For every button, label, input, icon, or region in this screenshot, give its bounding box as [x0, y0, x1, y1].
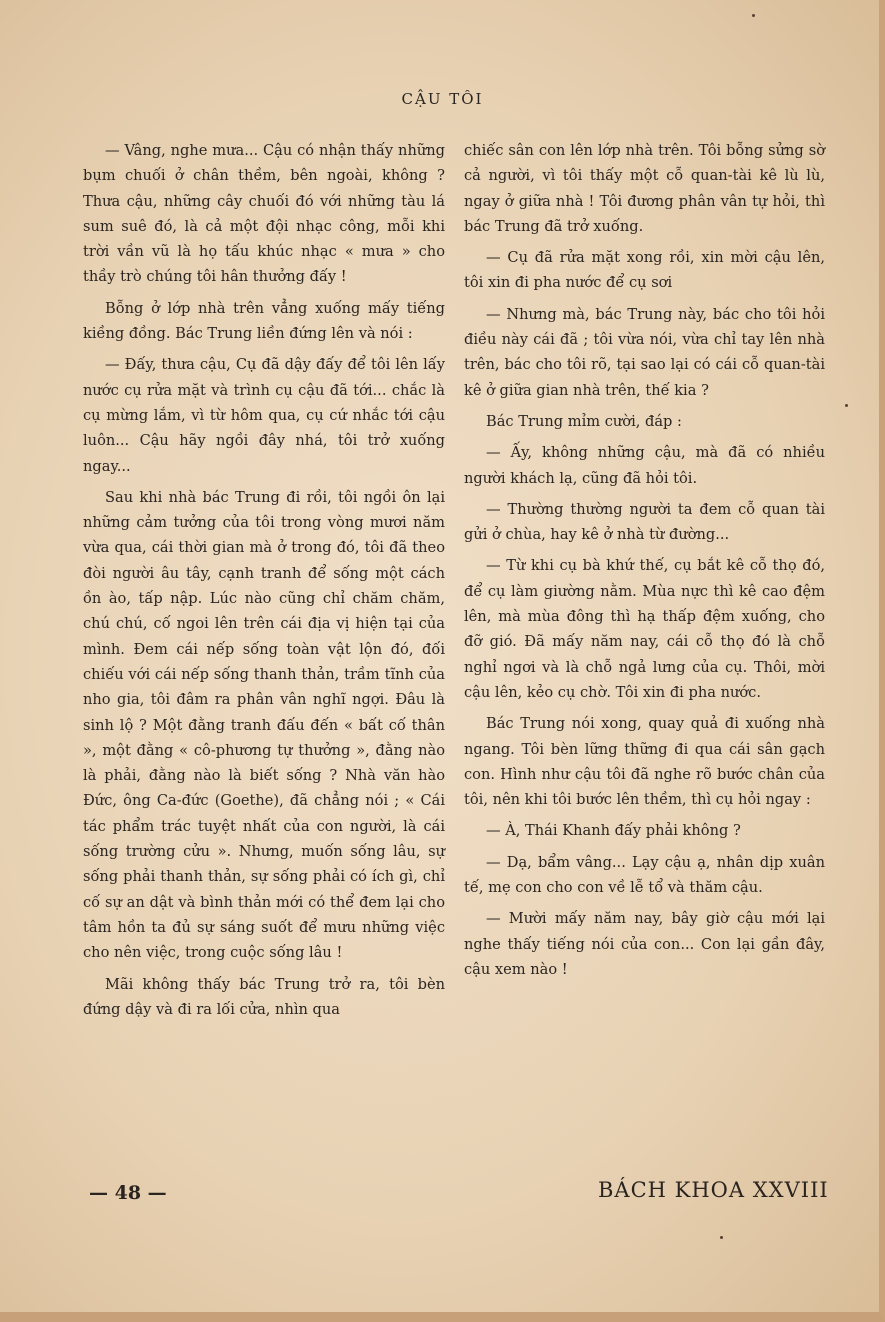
paragraph: Bác Trung mỉm cười, đáp :: [486, 412, 682, 430]
paper-speck: [720, 1236, 723, 1239]
paragraph: chiếc sân con lên lớp nhà trên. Tôi bỗng sửng sờ cả người, vì tôi thấy một cỗ quan-tài kê lù lù, ngay ở giữa nhà ! Tôi đương phân vân tự hỏi, thì bác Trung đã trở xuống.: [464, 142, 825, 235]
page-title: CẬU TÔI: [401, 90, 484, 108]
left-column: [83, 138, 445, 1028]
magazine-name: BÁCH KHOA XXVIII: [598, 1178, 829, 1202]
paragraph: — Nhưng mà, bác Trung này, bác cho tôi hỏi điều này cái đã ; tôi vừa nói, vừa chỉ tay lên nhà trên, bác cho tôi rõ, tại sao lại có cái cỗ quan-tài kê ở giữa gian nhà trên, thế kia ?: [464, 305, 825, 399]
paper-speck: [752, 14, 755, 17]
paragraph: — Mười mấy năm nay, bây giờ cậu mới lại nghe thấy tiếng nói của con... Con lại gần đây, cậu xem nào !: [464, 910, 825, 978]
paragraph: — À, Thái Khanh đấy phải không ?: [486, 822, 741, 840]
paragraph: — Ấy, không những cậu, mà đã có nhiều người khách lạ, cũng đã hỏi tôi.: [464, 444, 825, 487]
paragraph: — Cụ đã rửa mặt xong rồi, xin mời cậu lên, tôi xin đi pha nước để cụ sơi: [464, 249, 825, 292]
paragraph: — Vâng, nghe mưa... Cậu có nhận thấy những bụm chuối ở chân thềm, bên ngoài, không ? Thưa cậu, những cây chuối đó với những tàu lá sum suê đó, là cả một đội nhạc công, mỗi khi trời vần vũ là họ tấu khúc nhạc « mưa » cho thầy trò chúng tôi hân thưởng đấy !: [83, 142, 445, 286]
paragraph: — Dạ, bẩm vâng... Lạy cậu ạ, nhân dịp xuân tế, mẹ con cho con về lễ tổ và thăm cậu.: [464, 853, 825, 897]
paragraph: Bỗng ở lớp nhà trên vẳng xuống mấy tiếng kiềng đồng. Bác Trung liền đứng lên và nói :: [83, 299, 445, 343]
right-column: [464, 138, 825, 988]
paper-speck: [845, 404, 848, 407]
paragraph: Mãi không thấy bác Trung trở ra, tôi bèn đứng dậy và đi ra lối cửa, nhìn qua: [83, 975, 445, 1018]
paragraph: — Đấy, thưa cậu, Cụ đã dậy đấy để tôi lên lấy nước cụ rửa mặt và trình cụ cậu đã tới... chắc là cụ mừng lắm, vì từ hôm qua, cụ cứ nhắc tới cậu luôn... Cậu hãy ngồi đây nhá, tôi trở xuống ngay...: [83, 356, 445, 475]
paragraph: Bác Trung nói xong, quay quả đi xuống nhà ngang. Tôi bèn lững thững đi qua cái sân gạch con. Hình như cậu tôi đã nghe rõ bước chân của tôi, nên khi tôi bước lên thềm, thì cụ hỏi ngay :: [464, 715, 825, 809]
paragraph: Sau khi nhà bác Trung đi rồi, tôi ngồi ôn lại những cảm tưởng của tôi trong vòng mươi năm vừa qua, cái thời gian mà ở trong đó, tôi đã theo đòi người âu tây, cạnh tranh để sống một cách ồn ào, tấp nập. Lúc nào cũng chỉ chăm chăm, chú chú, cố ngoi lên trên cái địa vị hiện tại của mình. Đem cái nếp sống toàn vật lộn đó, đối chiếu với cái nếp sống thanh thản, trầm tĩnh của nho gia, tôi đâm ra phân vân nghĩ ngợi. Đâu là sinh lộ ? Một đằng tranh đấu đến « bất cố thân », một đằng « cô-phương tự thưởng », đằng nào là phải, đằng nào là biết sống ? Nhà văn hào Đức, ông Ca-đức (Goethe), đã chẳng nói ; « Cái tác phẩm trác tuyệt nhất của con người, là cái sống trường cửu ». Nhưng, muốn sống lâu, sự sống phải thanh thản, sự sống phải có ích gì, chỉ cố sự an dật và bình thản mới có thể đem lại cho tâm hồn ta đủ sự sáng suốt để mưu những việc cho nên việc, trong cuộc sống lâu !: [83, 488, 445, 962]
paragraph: — Thường thường người ta đem cỗ quan tài gửi ở chùa, hay kê ở nhà từ đường...: [464, 500, 825, 544]
paragraph: — Từ khi cụ bà khứ thế, cụ bắt kê cỗ thọ đó, để cụ làm giường nằm. Mùa nực thì kê cao đệm lên, mà mùa đông thì hạ thấp đệm xuống, cho đỡ gió. Đã mấy năm nay, cái cỗ thọ đó là chỗ nghỉ ngơi và là chỗ ngả lưng của cụ. Thôi, mời cậu lên, kẻo cụ chờ. Tôi xin đi pha nước.: [464, 557, 825, 701]
page-number: — 48 —: [89, 1182, 167, 1204]
